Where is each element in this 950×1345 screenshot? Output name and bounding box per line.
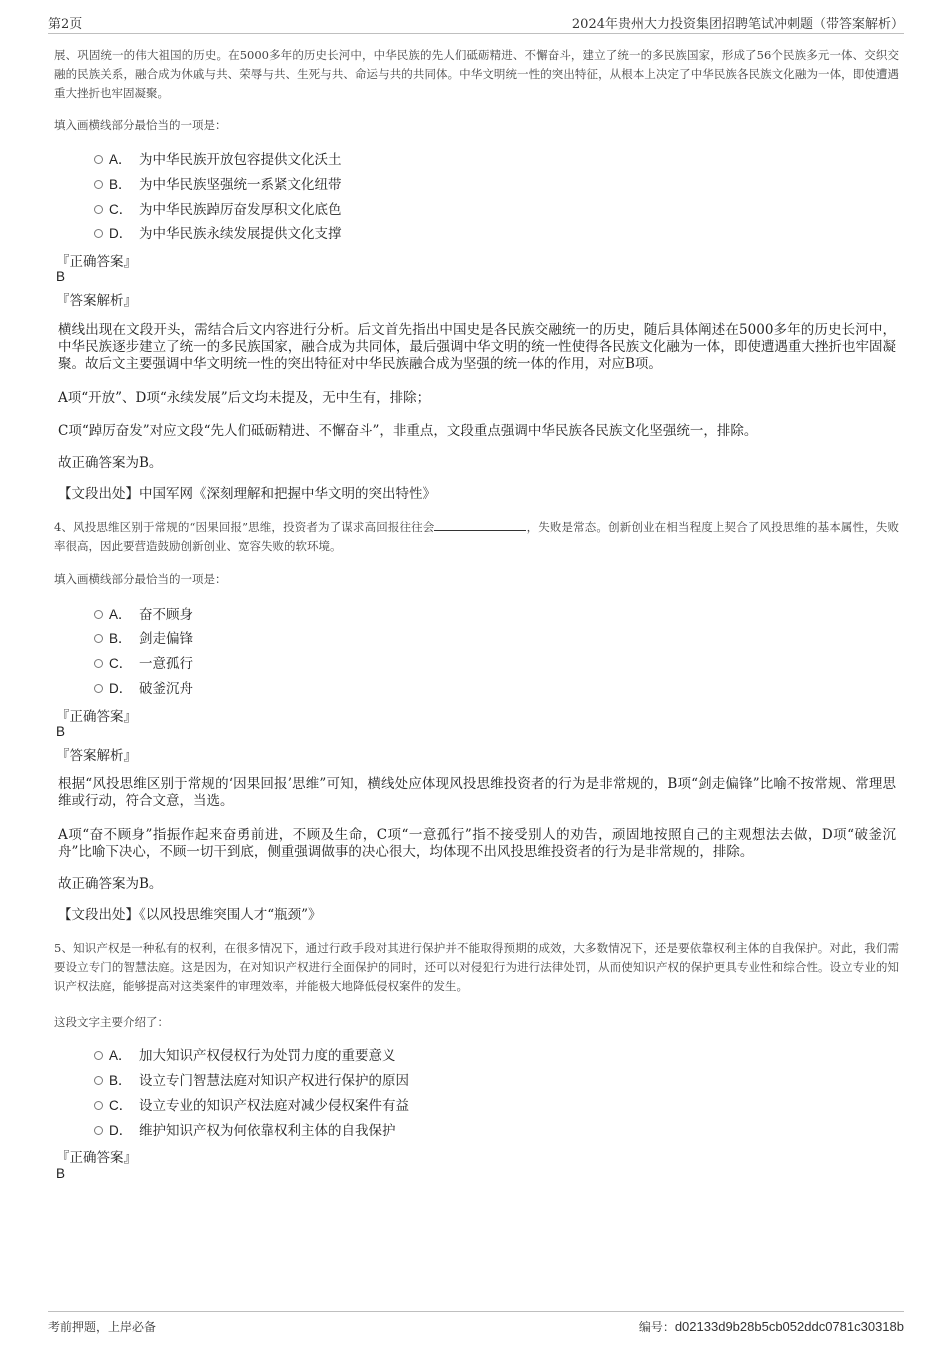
q5-option-d[interactable]: D． 维护知识产权为何依靠权利主体的自我保护 <box>94 1119 396 1141</box>
radio-button[interactable] <box>94 1076 103 1085</box>
q4-option-b[interactable]: B． 剑走偏锋 <box>94 627 193 649</box>
q3-source: 【文段出处】中国军网《深刻理解和把握中华文明的突出特性》 <box>58 486 436 502</box>
q4-analysis-paragraph: 根据“风投思维区别于常规的‘因果回报’思维”可知，横线处应体现风投思维投资者的行为是非常规的，B项“剑走偏锋”比喻不按常规、常理思维或行动，符合文意，当选。 <box>58 776 896 809</box>
q3-analysis-paragraph: A项“开放”、D项“永续发展”后文均未提及，无中生有，排除； <box>58 390 431 406</box>
radio-button[interactable] <box>94 205 103 214</box>
q3-analysis-conclusion: 故正确答案为B。 <box>58 455 163 471</box>
q3-analysis-paragraph: 横线出现在文段开头，需结合后文内容进行分析。后文首先指出中国史是各民族交融统一的历史，随后具体阐述在5000多年的历史长河中，中华民族逐步建立了统一的多民族国家，融合成为共同体，最后强调中华文明的统一性使得各民族文化融为一体，即使遭遇重大挫折也牢固凝聚。故后文主要强调中华文明统一性的突出特征对中华民族融合成为坚强的统一体的作用，对应B项。 <box>58 322 896 372</box>
radio-button[interactable] <box>94 659 103 668</box>
radio-button[interactable] <box>94 180 103 189</box>
q3-option-d[interactable]: D． 为中华民族永续发展提供文化支撑 <box>94 222 342 244</box>
q3-prompt: 填入画横线部分最恰当的一项是： <box>54 118 227 132</box>
q5-stem: 5、知识产权是一种私有的权利，在很多情况下，通过行政手段对其进行保护并不能取得预期的成效，大多数情况下，还是要依靠权利主体的自我保护。对此，我们需要设立专门的智慧法庭。这是因为，在对知识产权进行全面保护的同时，还可以对侵犯行为进行法律处罚，从而使知识产权的保护更具专业性和综合性。设立专业的知识产权法庭，能够提高对这类案件的审理效率，并能极大地降低侵权案件的发生。 <box>54 941 899 993</box>
q3-answer: B <box>56 269 66 284</box>
page-header <box>48 10 904 34</box>
radio-button[interactable] <box>94 610 103 619</box>
document-title: 2024年贵州大力投资集团招聘笔试冲刺题（带答案解析） <box>571 17 904 32</box>
document-code: 编号：d02133d9b28b5cb052ddc0781c30318b <box>638 1319 904 1334</box>
q3-answer-label: 『正确答案』 <box>56 254 137 270</box>
q3-option-c[interactable]: C． 为中华民族踔厉奋发厚积文化底色 <box>94 198 342 220</box>
radio-button[interactable] <box>94 229 103 238</box>
q4-option-a[interactable]: A． 奋不顾身 <box>94 603 193 625</box>
page-number: 第2页 <box>48 17 83 32</box>
radio-button[interactable] <box>94 684 103 693</box>
q4-source: 【文段出处】《以风投思维突围人才“瓶颈”》 <box>58 907 322 923</box>
q4-option-c[interactable]: C． 一意孤行 <box>94 652 193 674</box>
q4-analysis-paragraph: A项“奋不顾身”指振作起来奋勇前进，不顾及生命，C项“一意孤行”指不接受别人的劝告，顽固地按照自己的主观想法去做，D项“破釜沉舟”比喻下决心，不顾一切干到底，侧重强调做事的决心很大，均体现不出风投思维投资者的行为是非常规的，排除。 <box>58 827 896 860</box>
q5-prompt: 这段文字主要介绍了： <box>54 1015 169 1029</box>
radio-button[interactable] <box>94 1126 103 1135</box>
q4-option-d[interactable]: D． 破釜沉舟 <box>94 677 193 699</box>
q5-answer: B <box>56 1166 66 1181</box>
answer-blank <box>434 519 526 531</box>
page-footer <box>48 1311 904 1341</box>
q4-analysis-conclusion: 故正确答案为B。 <box>58 876 163 892</box>
q4-analysis-label: 『答案解析』 <box>56 748 137 764</box>
footer-slogan: 考前押题，上岸必备 <box>48 1320 157 1334</box>
radio-button[interactable] <box>94 634 103 643</box>
q3-passage: 展、巩固统一的伟大祖国的历史。在5000多年的历史长河中，中华民族的先人们砥砺精进、不懈奋斗，建立了统一的多民族国家，形成了56个民族多元一体、交织交融的民族关系，融合成为休戚与共、荣辱与共、生死与共、命运与共的共同体。中华文明统一性的突出特征，从根本上决定了中华民族各民族文化融为一体，即使遭遇重大挫折也牢固凝聚。 <box>54 48 899 100</box>
radio-button[interactable] <box>94 1101 103 1110</box>
q3-analysis-paragraph: C项“踔厉奋发”对应文段“先人们砥砺精进、不懈奋斗”，非重点，文段重点强调中华民族各民族文化坚强统一，排除。 <box>58 423 758 439</box>
q4-answer-label: 『正确答案』 <box>56 709 137 725</box>
q5-option-c[interactable]: C． 设立专业的知识产权法庭对减少侵权案件有益 <box>94 1094 409 1116</box>
q5-answer-label: 『正确答案』 <box>56 1150 137 1166</box>
q3-option-b[interactable]: B． 为中华民族坚强统一系紧文化纽带 <box>94 173 342 195</box>
q5-option-b[interactable]: B． 设立专门智慧法庭对知识产权进行保护的原因 <box>94 1069 409 1091</box>
radio-button[interactable] <box>94 1051 103 1060</box>
q4-stem: 4、风投思维区别于常规的“因果回报”思维，投资者为了谋求高回报往往会 ，失败是常态。创新创业在相当程度上契合了风投思维的基本属性，失败率很高，因此要营造鼓励创新创业、宽容失败的软环境。 <box>54 520 900 553</box>
q5-option-a[interactable]: A． 加大知识产权侵权行为处罚力度的重要意义 <box>94 1044 396 1066</box>
q3-option-a[interactable]: A． 为中华民族开放包容提供文化沃土 <box>94 148 342 170</box>
q4-answer: B <box>56 724 66 739</box>
q3-analysis-label: 『答案解析』 <box>56 293 137 309</box>
radio-button[interactable] <box>94 155 103 164</box>
q4-prompt: 填入画横线部分最恰当的一项是： <box>54 572 227 586</box>
